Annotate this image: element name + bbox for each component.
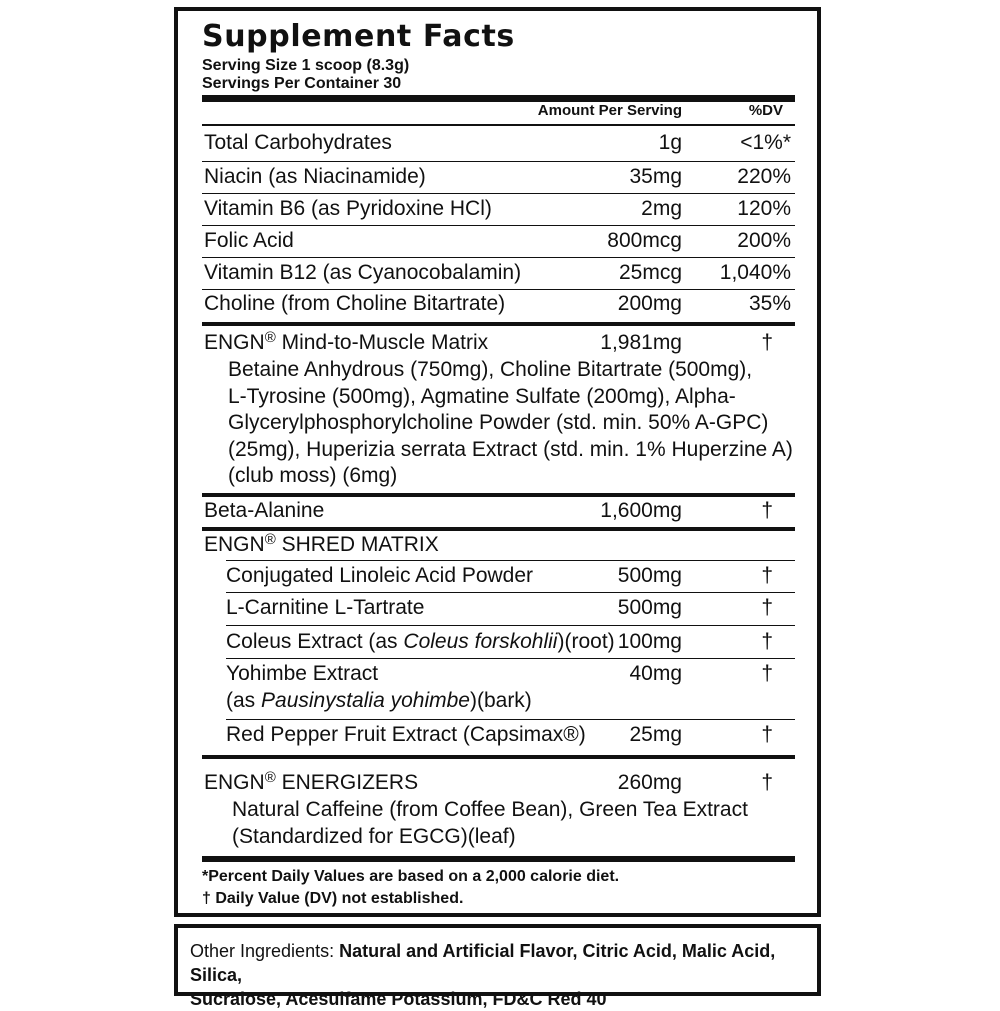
thick-divider bbox=[202, 856, 795, 862]
ingredient-name: Beta-Alanine bbox=[204, 499, 325, 522]
dagger-mark: † bbox=[761, 771, 773, 794]
divider bbox=[202, 257, 795, 258]
nutrient-amount: 2mg bbox=[641, 197, 682, 220]
divider bbox=[226, 658, 795, 659]
divider bbox=[202, 124, 795, 126]
dagger-mark: † bbox=[761, 596, 773, 619]
ingredient-name: Yohimbe Extract bbox=[226, 662, 379, 685]
servings-per-container: Servings Per Container 30 bbox=[202, 75, 402, 92]
nutrient-dv: 200% bbox=[737, 229, 791, 252]
ingredient-name: Coleus Extract (as Coleus forskohlii)(root) bbox=[226, 630, 615, 653]
ingredient-amount: 25mg bbox=[629, 723, 682, 746]
nutrient-dv: 220% bbox=[737, 165, 791, 188]
supplement-facts-panel bbox=[174, 7, 821, 917]
divider bbox=[226, 560, 795, 561]
ingredient-amount: 500mg bbox=[617, 596, 682, 619]
dagger-mark: † bbox=[761, 630, 773, 653]
ingredient-amount: 500mg bbox=[617, 564, 682, 587]
ingredient-amount: 100mg bbox=[617, 630, 682, 653]
blend-amount: 1,981mg bbox=[600, 331, 682, 354]
dv-header: %DV bbox=[748, 102, 783, 119]
divider bbox=[226, 592, 795, 593]
nutrient-name: Folic Acid bbox=[204, 229, 294, 252]
nutrient-dv: <1%* bbox=[740, 131, 791, 154]
ingredient-amount: 40mg bbox=[629, 662, 682, 685]
ingredient-line: Glycerylphosphorylcholine Powder (std. min. 50% A-GPC) bbox=[228, 411, 769, 434]
other-ingredients-box bbox=[174, 924, 821, 1009]
other-ingredients-line1: Natural and Artificial Flavor, Citric Acid, Malic Acid, Silica, bbox=[190, 941, 776, 985]
divider bbox=[202, 193, 795, 194]
blend-ingredients bbox=[228, 357, 793, 490]
thick-divider bbox=[202, 95, 795, 102]
thick-divider bbox=[202, 527, 795, 531]
ingredient-source: (as Pausinystalia yohimbe)(bark) bbox=[226, 689, 532, 712]
nutrient-amount: 35mg bbox=[629, 165, 682, 188]
blend-name: ENGN® Mind-to-Muscle Matrix bbox=[204, 329, 489, 354]
ingredient-line: (25mg), Huperizia serrata Extract (std. min. 1% Huperzine A) bbox=[228, 437, 793, 461]
divider bbox=[226, 719, 795, 720]
other-ingredients-text bbox=[190, 939, 807, 1011]
serving-size: Serving Size 1 scoop (8.3g) bbox=[202, 57, 410, 74]
nutrient-name: Choline (from Choline Bitartrate) bbox=[204, 292, 506, 315]
divider bbox=[226, 625, 795, 626]
ingredient-line: (club moss) (6mg) bbox=[228, 464, 398, 487]
thick-divider bbox=[202, 493, 795, 497]
ingredient-name: L-Carnitine L-Tartrate bbox=[226, 596, 425, 619]
ingredient-name: Red Pepper Fruit Extract (Capsimax®) bbox=[226, 723, 586, 746]
ingredient-line: (Standardized for EGCG)(leaf) bbox=[232, 824, 516, 848]
other-ingredients-line2: Sucralose, Acesulfame Potassium, FD&C Red 40 bbox=[190, 989, 607, 1009]
other-ingredients-label: Other Ingredients: bbox=[190, 941, 335, 961]
supplement-facts-content bbox=[202, 11, 795, 913]
dagger-mark: † bbox=[761, 331, 773, 354]
blend-name: ENGN® SHRED MATRIX bbox=[204, 531, 439, 556]
nutrient-dv: 35% bbox=[748, 292, 791, 315]
panel-title: Supplement Facts bbox=[202, 19, 515, 54]
thick-divider bbox=[202, 322, 795, 326]
thick-divider bbox=[202, 755, 795, 759]
nutrient-name: Vitamin B6 (as Pyridoxine HCl) bbox=[204, 197, 492, 220]
nutrient-amount: 800mcg bbox=[607, 229, 682, 252]
blend-amount: 260mg bbox=[617, 771, 682, 794]
blend-ingredients bbox=[232, 797, 748, 850]
ingredient-line: L-Tyrosine (500mg), Agmatine Sulfate (200mg), Alpha- bbox=[228, 384, 736, 408]
divider bbox=[202, 225, 795, 226]
nutrient-amount: 25mcg bbox=[618, 261, 682, 284]
ingredient-line: Betaine Anhydrous (750mg), Choline Bitartrate (500mg), bbox=[228, 358, 753, 381]
nutrient-name: Niacin (as Niacinamide) bbox=[204, 165, 426, 188]
nutrient-name: Total Carbohydrates bbox=[204, 131, 392, 154]
footnote-dagger: † Daily Value (DV) not established. bbox=[202, 890, 464, 907]
nutrient-dv: 120% bbox=[737, 197, 791, 220]
dagger-mark: † bbox=[761, 564, 773, 587]
blend-name: ENGN® ENERGIZERS bbox=[204, 769, 419, 794]
nutrient-dv: 1,040% bbox=[719, 261, 791, 284]
amount-header: Amount Per Serving bbox=[537, 102, 682, 119]
nutrient-name: Vitamin B12 (as Cyanocobalamin) bbox=[204, 261, 522, 284]
divider bbox=[202, 161, 795, 162]
dagger-mark: † bbox=[761, 662, 773, 685]
ingredient-amount: 1,600mg bbox=[600, 499, 682, 522]
dagger-mark: † bbox=[761, 723, 773, 746]
dagger-mark: † bbox=[761, 499, 773, 522]
divider bbox=[202, 289, 795, 290]
nutrient-amount: 200mg bbox=[617, 292, 682, 315]
ingredient-line: Natural Caffeine (from Coffee Bean), Green Tea Extract bbox=[232, 798, 748, 821]
ingredient-name: Conjugated Linoleic Acid Powder bbox=[226, 564, 534, 587]
footnote-dv: *Percent Daily Values are based on a 2,000 calorie diet. bbox=[202, 868, 620, 885]
nutrient-amount: 1g bbox=[658, 131, 682, 154]
